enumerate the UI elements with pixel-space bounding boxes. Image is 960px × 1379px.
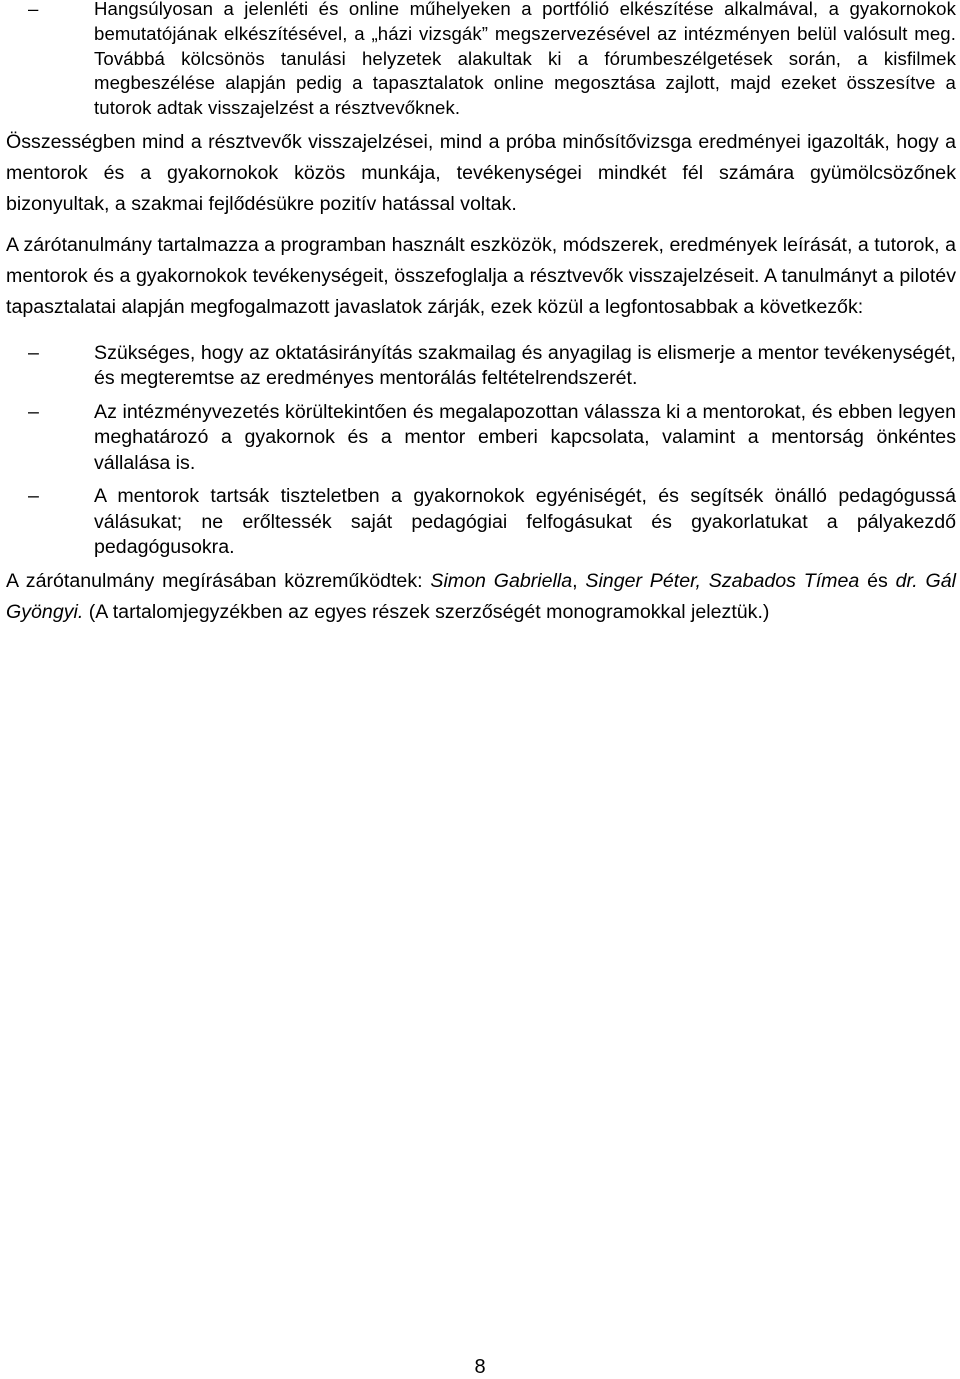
contributors-note: (A tartalomjegyzékben az egyes részek szerzőségét monogramokkal jeleztük.) [83, 600, 770, 623]
paragraph-study-contents: A zárótanulmány tartalmazza a programban használt eszközök, módszerek, eredmények leírását, a tutorok, a mentorok és a gyakornokok tevékenységeit, összefoglalja a résztvevők visszajelzéseit. A tanulmányt a pilotév tapasztalatai alapján megfogalmazott javaslatok zárják, ezek közül a legfontosabbak a következők: [6, 233, 956, 318]
dash-bullet-icon: – [28, 485, 39, 508]
list-item-text: Az intézményvezetés körültekintően és megalapozottan válassza ki a mentorokat, és ebben legyen meghatározó a gyakornok és a mentor emberi kapcsolata, valamint a mentorság önkéntes vállalása is. [94, 400, 956, 474]
dash-bullet-icon: – [28, 341, 39, 364]
paragraph-summary: Összességben mind a résztvevők visszajelzései, mind a próba minősítővizsga eredményei igazolták, hogy a mentorok és a gyakornokok közös munkája, tevékenységei mindkét fél számára gyümölcsözőnek bizonyultak, a szakmai fejlődésükre pozitív hatással voltak. [6, 130, 956, 215]
list-item-text: Hangsúlyosan a jelenléti és online műhelyeken a portfólió elkészítése alkalmával, a gyakornokok bemutatójának elkészítésével, a „házi vizsgák” megszervezésével az intézményen belül valósult meg. Továbbá kölcsönös tanulási helyzetek alakultak ki a fórumbeszélgetések során, a kisfilmek megbeszélése alapján pedig a tapasztalatok online megosztása zajlott, majd ezeket összesítve a tutorok adtak visszajelzést a résztvevőknek. [94, 0, 956, 119]
list-item [6, 0, 956, 121]
dash-bullet-icon: – [28, 400, 39, 423]
list-item [6, 400, 956, 477]
contributor-name: dr. Gál Gyöngyi. [6, 569, 957, 623]
list-item [6, 484, 956, 561]
contributor-name: Simon Gabriella [430, 569, 573, 592]
bullet-list-1 [6, 0, 956, 121]
list-item-text: Szükséges, hogy az oktatásirányítás szakmailag és anyagilag is elismerje a mentor tevékenységét, és megteremtse az eredményes mentorálás feltételrendszerét. [94, 341, 956, 390]
list-item-text: A mentorok tartsák tiszteletben a gyakornokok egyéniségét, és segítsék önálló pedagógussá válásukat; ne erőltessék saját pedagógiai felfogásukat és gyakorlatukat a pályakezdő pedagógusokra. [94, 485, 956, 559]
document-page [6, 0, 956, 628]
contributors-intro: A zárótanulmány megírásában közreműködtek: [6, 569, 431, 592]
bullet-list-recommendations [6, 341, 956, 561]
list-item [6, 341, 956, 392]
separator: és [859, 569, 896, 592]
contributor-name: Singer Péter, Szabados Tímea [585, 569, 860, 592]
separator: , [572, 569, 586, 592]
dash-bullet-icon: – [28, 0, 39, 19]
page-number: 8 [474, 1356, 486, 1378]
paragraph-contributors [6, 566, 956, 628]
